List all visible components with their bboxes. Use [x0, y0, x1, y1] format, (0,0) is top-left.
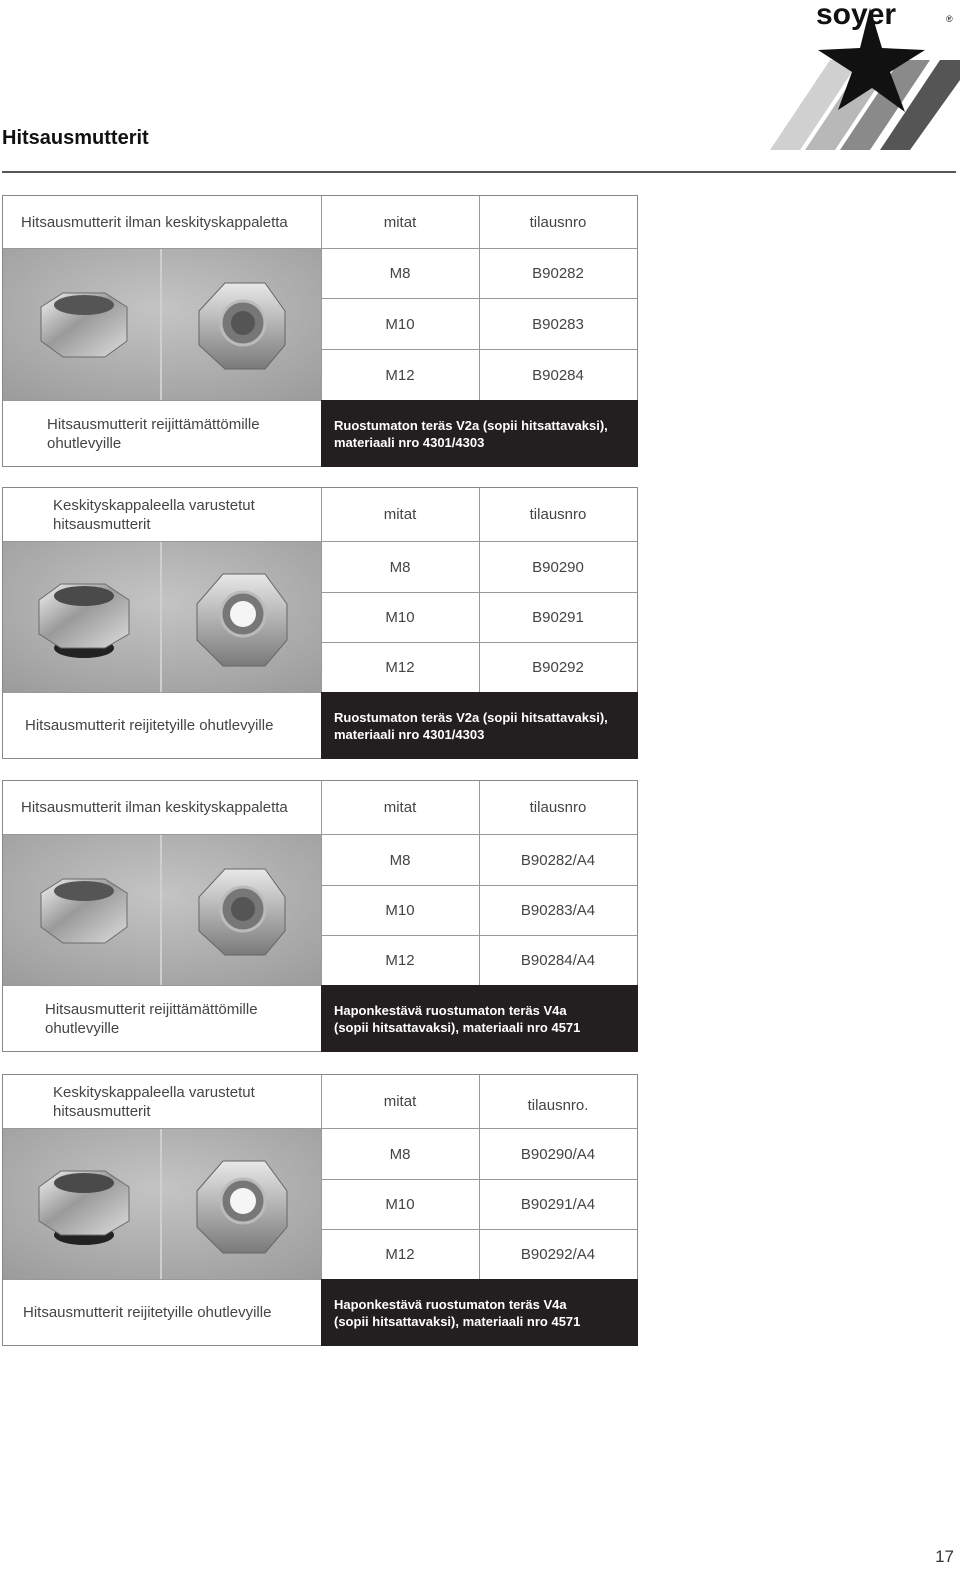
column-header-order: tilausnro.	[527, 1097, 589, 1114]
size-cell: M8	[389, 558, 411, 576]
order-number-cell: B90291/A4	[520, 1196, 596, 1213]
order-number-cell: B90290	[532, 558, 584, 576]
block-title: Hitsausmutterit ilman keskityskappaletta	[21, 799, 288, 816]
size-cell: M12	[385, 366, 415, 384]
order-number-cell: B90282/A4	[520, 851, 596, 869]
product-block-3	[2, 780, 638, 1052]
material-info	[321, 985, 638, 1052]
soyer-logo	[760, 0, 960, 155]
block-title: Keskityskappaleella varustetut hitsausmutterit	[53, 496, 255, 533]
size-cell: M12	[385, 1246, 415, 1263]
column-header-size: mitat	[383, 213, 417, 231]
page-number: 17	[935, 1547, 954, 1566]
material-line: Ruostumaton teräs V2a (sopii hitsattavaksi),	[334, 417, 608, 433]
order-number-cell: B90283/A4	[520, 902, 596, 919]
product-block-1	[2, 195, 638, 467]
column-header-size: mitat	[383, 799, 417, 816]
description: Hitsausmutterit reijittämättömille ohutlevyille	[45, 1000, 258, 1037]
material-info	[321, 1279, 638, 1346]
column-header-size: mitat	[383, 506, 417, 523]
product-photo	[3, 249, 321, 400]
description: Hitsausmutterit reijittämättömille ohutlevyille	[47, 415, 260, 452]
product-photo	[3, 835, 321, 985]
page-title: Hitsausmutterit	[2, 127, 149, 149]
column-header-order: tilausnro	[529, 213, 587, 231]
size-cell: M10	[385, 902, 415, 919]
product-photo	[3, 542, 321, 692]
size-cell: M10	[385, 1196, 415, 1213]
material-line: materiaali nro 4301/4303	[334, 726, 485, 742]
size-cell: M8	[389, 851, 411, 869]
column-header-size: mitat	[383, 1093, 417, 1110]
title-divider	[2, 171, 956, 173]
brand-name: soyer	[816, 0, 897, 31]
order-number-cell: B90284/A4	[520, 952, 596, 969]
order-number-cell: B90292/A4	[520, 1246, 596, 1263]
size-cell: M12	[385, 659, 415, 676]
column-header-order: tilausnro	[529, 506, 587, 523]
material-line: Haponkestävä ruostumaton teräs V4a	[334, 1002, 567, 1018]
order-number-cell: B90284	[532, 366, 584, 384]
registered-mark: ®	[946, 14, 953, 24]
size-cell: M10	[385, 609, 415, 626]
size-cell: M8	[389, 265, 411, 282]
order-number-cell: B90290/A4	[520, 1145, 596, 1163]
description: Hitsausmutterit reijitetyille ohutlevyille	[25, 717, 274, 734]
order-number-cell: B90282	[532, 265, 584, 282]
material-info	[321, 400, 638, 467]
size-cell: M8	[389, 1145, 411, 1163]
size-cell: M12	[385, 952, 415, 969]
material-line: Ruostumaton teräs V2a (sopii hitsattavaksi),	[334, 709, 608, 725]
description: Hitsausmutterit reijitetyille ohutlevyille	[23, 1304, 272, 1321]
order-number-cell: B90291	[532, 609, 584, 626]
block-title: Hitsausmutterit ilman keskityskappaletta	[21, 213, 288, 231]
product-block-2	[2, 487, 638, 759]
order-number-cell: B90283	[532, 315, 584, 333]
product-photo	[3, 1129, 321, 1279]
product-block-4	[2, 1074, 638, 1346]
material-line: materiaali nro 4301/4303	[334, 434, 485, 450]
order-number-cell: B90292	[532, 659, 584, 676]
material-line: (sopii hitsattavaksi), materiaali nro 4571	[334, 1019, 581, 1035]
column-header-order: tilausnro	[529, 799, 587, 816]
size-cell: M10	[385, 315, 415, 333]
material-line: (sopii hitsattavaksi), materiaali nro 4571	[334, 1313, 581, 1329]
material-info	[321, 692, 638, 759]
material-line: Haponkestävä ruostumaton teräs V4a	[334, 1296, 567, 1312]
block-title: Keskityskappaleella varustetut hitsausmutterit	[53, 1083, 255, 1120]
